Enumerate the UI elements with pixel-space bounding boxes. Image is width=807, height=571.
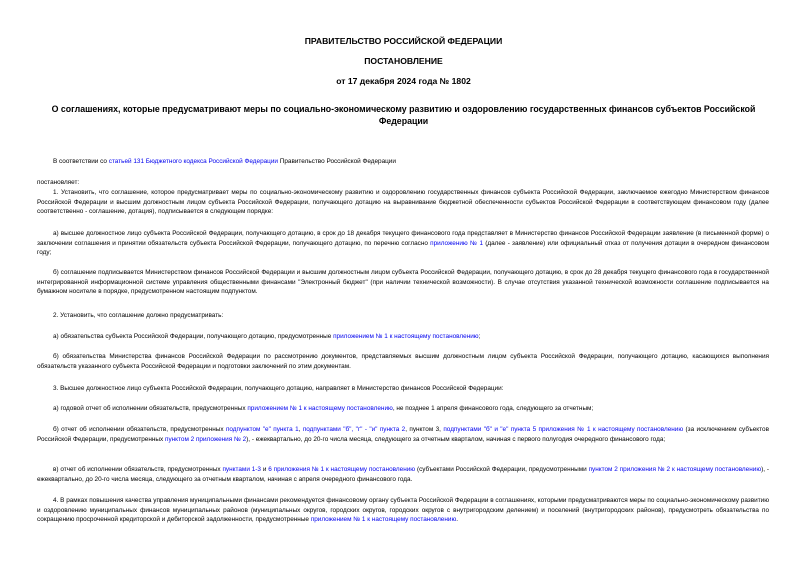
government-heading: ПРАВИТЕЛЬСТВО РОССИЙСКОЙ ФЕДЕРАЦИИ — [304, 36, 503, 46]
paragraph-2b: б) обязательства Министерства финансов Российской Федерации по рассмотрению документов, представляемых высшим должностным лицом субъекта Российской Федерации, получающего дотацию, касающихся выполнения обязательств указанного субъекта Российской Федерации и подготовки заключений по этим документам. — [37, 353, 769, 370]
intro-text-end: Правительство Российской Федерации — [277, 158, 396, 165]
paragraph-3b-text-end: ), - ежеквартально, до 20-го числа месяца, следующего за отчетным кварталом, начиная с первого полугодия очередного финансового года; — [246, 435, 666, 443]
document-type: ПОСТАНОВЛЕНИЕ — [364, 56, 443, 66]
paragraph-3c-text-end: ), - ежеквартально, до 20-го числа месяца, следующего за отчетным кварталом, начиная с апреля очередного финансового года. — [37, 466, 770, 483]
paragraph-3c-text: и — [260, 466, 269, 473]
paragraph-3a — [37, 404, 769, 414]
paragraph-4-text: 4. В рамках повышения качества управления муниципальными финансами рекомендуется финансовому органу субъекта Российской Федерации в соглашениях, которыми предусматриваются меры по социально-экономическому развитию и оздоровлению муниципальных финансов муниципальных районов (муниципальных округов, городских округов, городских округов с внутригородским делением) и поселений (внутригородских районов), предусмотреть обязательства по сокращению просроченной кредиторской и дебиторской задолженности, предусмотренные — [37, 497, 769, 524]
paragraph-3a-text: а) годовой отчет об исполнении обязательств, предусмотренных — [53, 405, 248, 412]
paragraph-4-text-end: . — [456, 516, 459, 524]
item-2-appendix-2-resolution-link[interactable]: пунктом 2 приложения № 2 к настоящему постановлению — [588, 466, 762, 473]
budget-code-article-link[interactable]: статьей 131 Бюджетного кодекса Российской Федерации — [108, 158, 278, 165]
intro-paragraph — [37, 157, 769, 167]
paragraph-3b-text: (за исключением субъектов Российской Федерации, предусмотренных — [37, 426, 769, 443]
document-title: О соглашениях, которые предусматривают меры по социально-экономическому развитию и оздоровлению государственных финансов субъектов Российской Федерации — [51, 104, 756, 126]
paragraph-3c — [37, 465, 769, 484]
item-6-appendix-1-link[interactable]: 6 приложения № 1 к настоящему постановлению — [268, 466, 416, 473]
paragraph-1a — [37, 229, 769, 258]
paragraph-3b-text: , — [298, 426, 303, 433]
intro-text: В соответствии со — [53, 158, 109, 165]
subparagraphs-item-5-appendix-1-link[interactable]: подпунктами "б" и "е" пункта 5 приложения № 1 к настоящему постановлению — [443, 426, 684, 433]
appendix-1-resolution-link[interactable]: приложением № 1 к настоящему постановлению — [247, 405, 393, 412]
appendix-1-link[interactable]: приложению № 1 — [430, 239, 484, 247]
paragraph-2a — [37, 332, 769, 342]
paragraph-3c-text: (субъектами Российской Федерации, предусмотренными — [415, 466, 589, 473]
paragraph-3b-text: , пунктом 3, — [405, 426, 444, 433]
appendix-1-resolution-link[interactable]: приложением № 1 к настоящему постановлению — [333, 333, 479, 340]
paragraph-3c-text: в) отчет об исполнении обязательств, предусмотренных — [53, 466, 223, 473]
document-date-number: от 17 декабря 2024 года № 1802 — [336, 76, 471, 86]
paragraph-1: 1. Установить, что соглашение, которое предусматривает меры по социально-экономическому развитию и оздоровлению государственных финансов субъекта Российской Федерации, заключаемое ежегодно Министерством финансов Российской Федерации и высшим должностным лицом субъекта Российской Федерации, получающего дотацию на выравнивание бюджетной обеспеченности субъектов Российской Федерации в соответствующем финансовом году (далее соответственно - соглашение, дотация), подписывается в следующем порядке: — [37, 189, 769, 216]
item-2-appendix-2-link[interactable]: пунктом 2 приложения № 2 — [164, 435, 247, 443]
items-1-3-link[interactable]: пунктами 1-3 — [222, 466, 261, 473]
paragraph-3b — [37, 425, 769, 444]
paragraph-3b-text: б) отчет об исполнении обязательств, предусмотренных — [53, 426, 226, 433]
paragraph-2a-text: а) обязательства субъекта Российской Федерации, получающего дотацию, предусмотренные — [53, 333, 334, 340]
paragraph-3a-text-end: , не позднее 1 апреля финансового года, следующего за отчетным; — [392, 405, 594, 412]
paragraph-3: 3. Высшее должностное лицо субъекта Российской Федерации, получающего дотацию, направляет в Министерство финансов Российской Федерации: — [53, 385, 504, 392]
appendix-1-resolution-link[interactable]: приложением № 1 к настоящему постановлению — [310, 516, 457, 524]
paragraph-1a-text-end: (далее - заявление) или официальный отказ от получения дотации в очередном финансовом году; — [37, 239, 770, 257]
paragraph-2a-text-end: ; — [478, 333, 481, 340]
paragraph-2: 2. Установить, что соглашение должно предусматривать: — [53, 312, 224, 319]
subparagraphs-item-2-link[interactable]: подпунктами "б", "г" - "и" пункта 2 — [302, 426, 406, 433]
decides-text: постановляет: — [37, 179, 80, 186]
subparagraph-e-item-1-link[interactable]: подпунктом "е" пункта 1 — [225, 426, 299, 433]
paragraph-4 — [37, 496, 769, 525]
paragraph-1a-text: а) высшее должностное лицо субъекта Российской Федерации, получающего дотацию, в срок до 18 декабря текущего финансового года представляет в Министерство финансов Российской Федерации заявление (в письменной форме) о заключении соглашения и принятии обязательств субъекта Российской Федерации, получающего дотацию, по перечню согласно — [37, 230, 769, 247]
paragraph-1b: б) соглашение подписывается Министерством финансов Российской Федерации и высшим должностным лицом субъекта Российской Федерации, получающего дотацию, в срок до 28 декабря текущего финансового года в государственной интегрированной информационной системе управления общественными финансами "Электронный бюджет" (при наличии технической возможности). В случае отсутствия указанной технической возможности соглашение подписывается на бумажном носителе в порядке, предусмотренном настоящим подпунктом. — [37, 269, 769, 296]
